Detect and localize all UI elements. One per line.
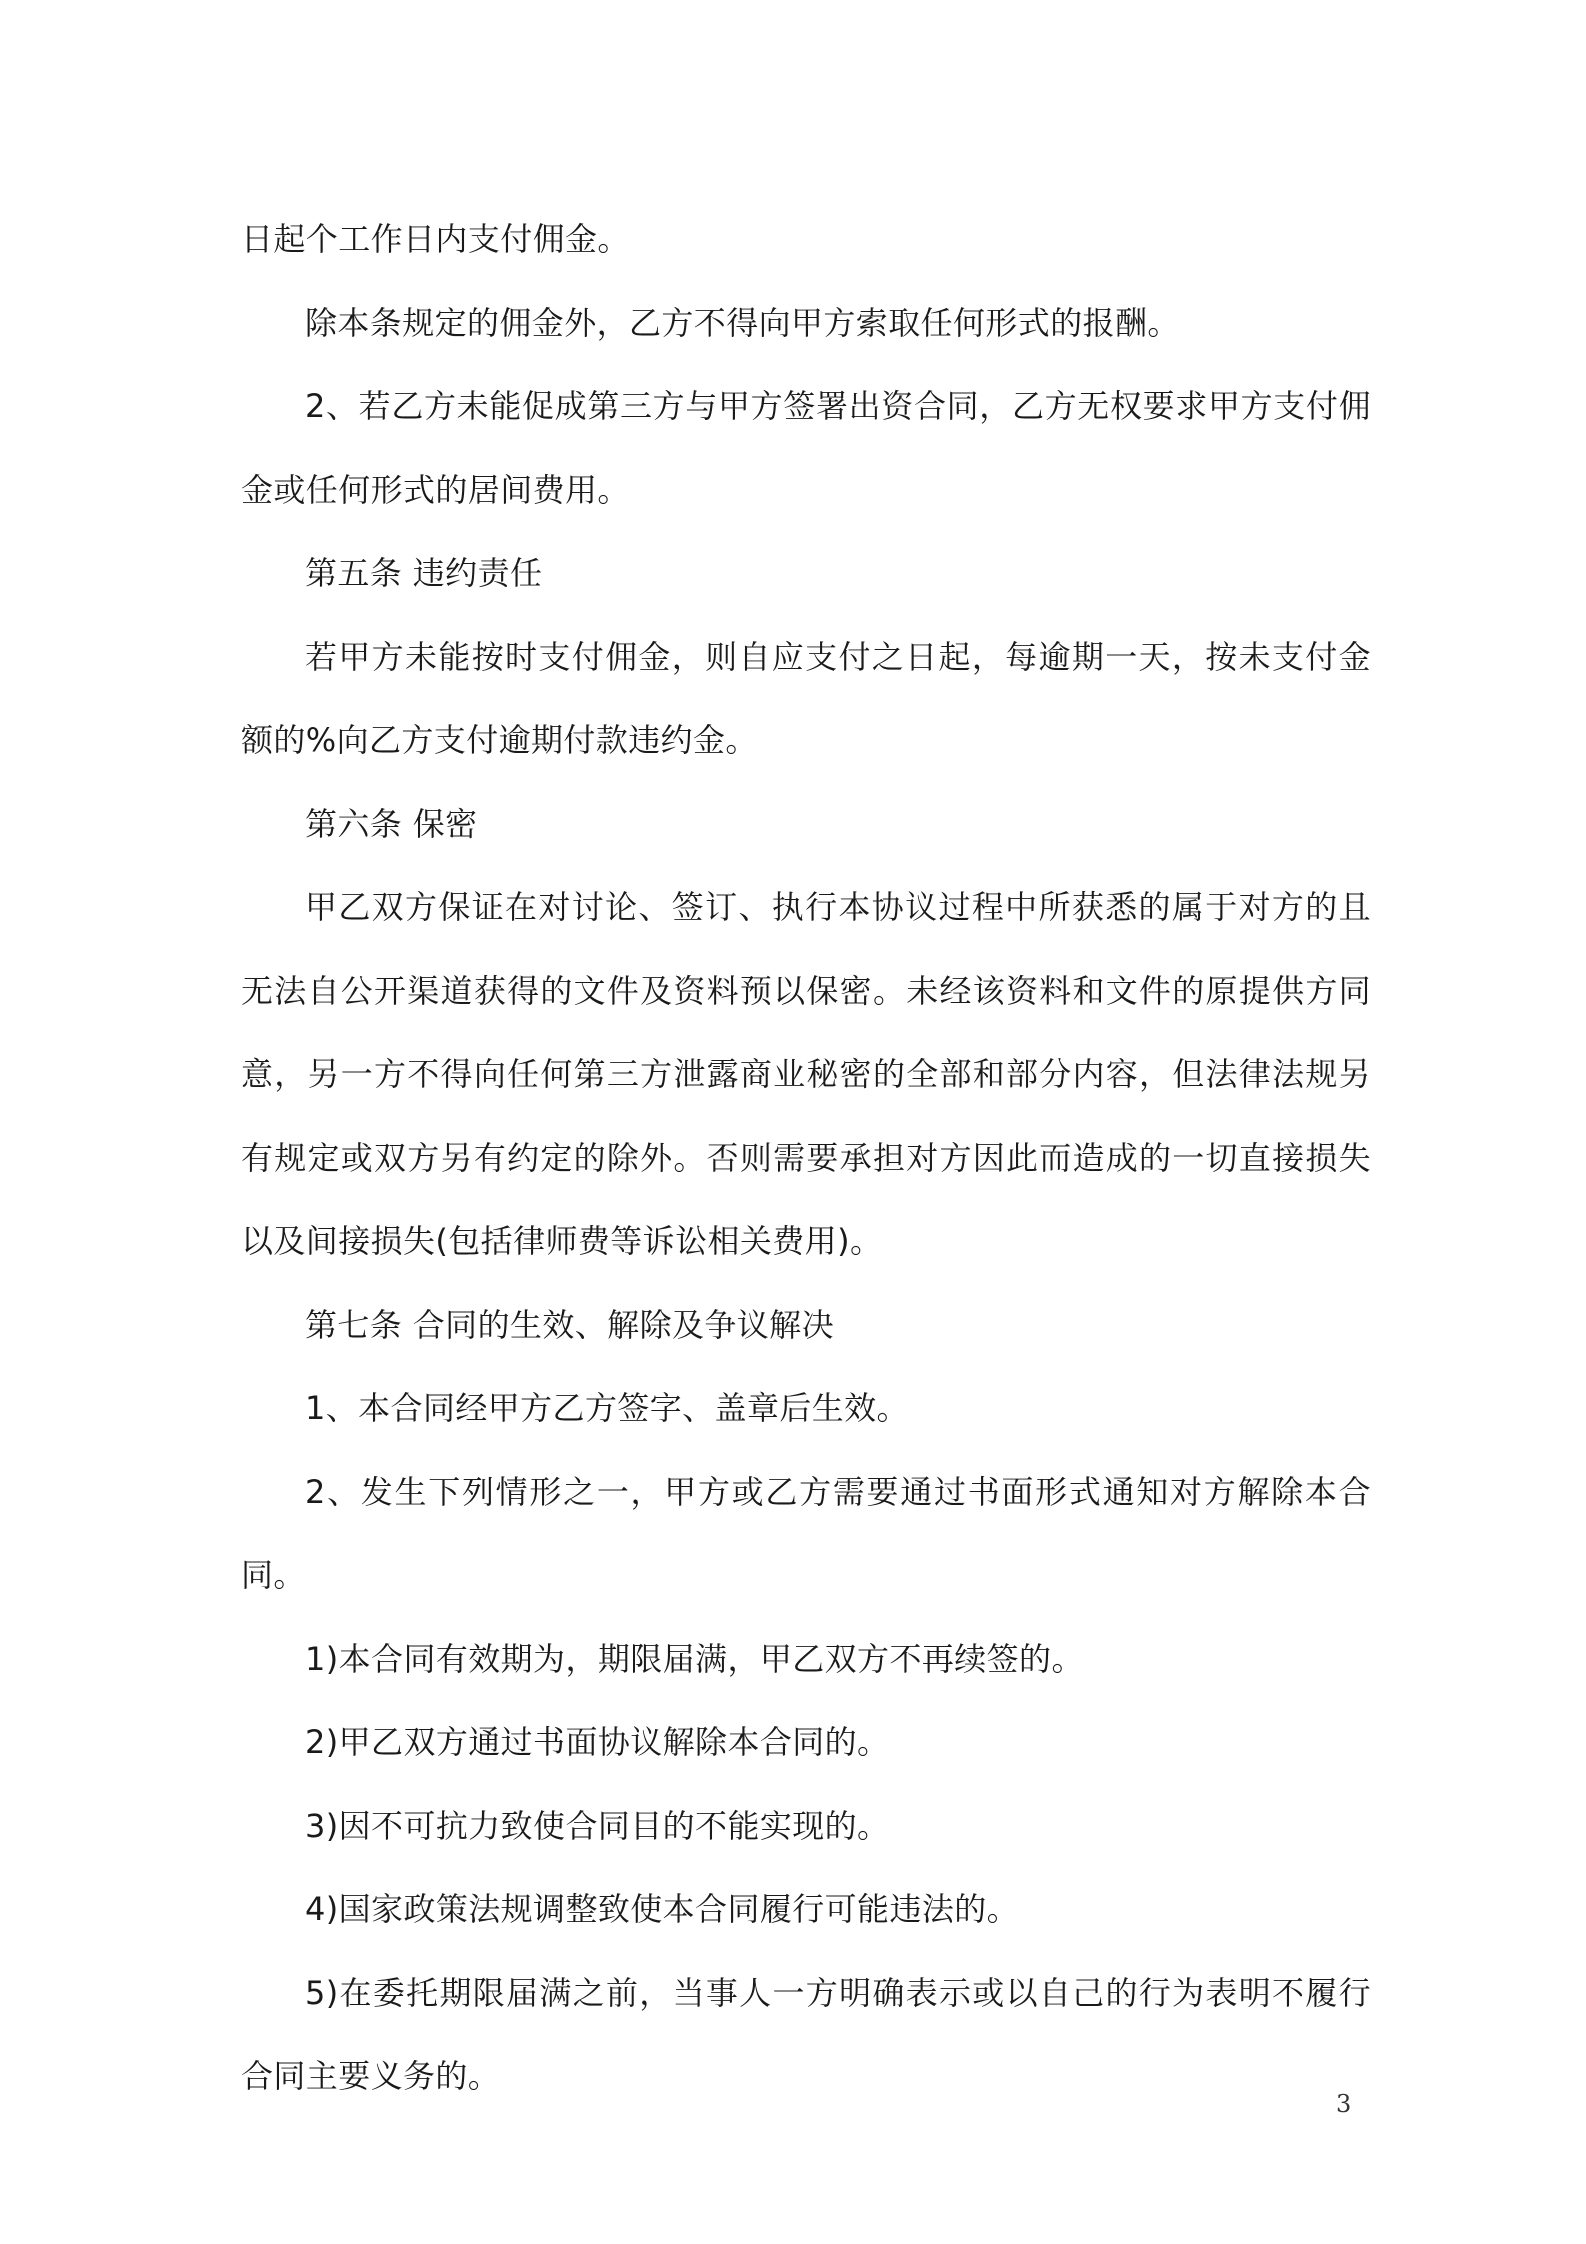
- section-heading-6: 第六条 保密: [305, 804, 478, 843]
- paragraph-2: 除本条规定的佣金外，乙方不得向甲方索取任何形式的报酬。: [305, 303, 1180, 342]
- list-item-3: 3)因不可抗力致使合同目的不能实现的。: [305, 1806, 890, 1845]
- list-item-2: 2)甲乙双方通过书面协议解除本合同的。: [305, 1723, 890, 1761]
- page-number: 3: [1336, 2090, 1352, 2118]
- paragraph-10: 2、发生下列情形之一，甲方或乙方需要通过书面形式通知对方解除本合同。: [241, 1472, 1371, 1594]
- paragraph-1: 日起个工作日内支付佣金。: [241, 220, 630, 258]
- paragraph-3: 2、若乙方未能促成第三方与甲方签署出资合同，乙方无权要求甲方支付佣金或任何形式的居间费用。: [241, 387, 1371, 509]
- paragraph-9: 1、本合同经甲方乙方签字、盖章后生效。: [305, 1389, 909, 1427]
- section-heading-7: 第七条 合同的生效、解除及争议解决: [305, 1305, 834, 1344]
- list-item-5: 5)在委托期限届满之前，当事人一方明确表示或以自己的行为表明不履行合同主要义务的。: [241, 1973, 1371, 2095]
- list-item-4: 4)国家政策法规调整致使本合同履行可能违法的。: [305, 1890, 1020, 1928]
- paragraph-5: 若甲方未能按时支付佣金，则自应支付之日起，每逾期一天，按未支付金额的%向乙方支付逾期付款违约金。: [241, 637, 1371, 759]
- list-item-1: 1)本合同有效期为，期限届满，甲乙双方不再续签的。: [305, 1639, 1084, 1678]
- paragraph-7: 甲乙双方保证在对讨论、签订、执行本协议过程中所获悉的属于对方的且无法自公开渠道获得的文件及资料预以保密。未经该资料和文件的原提供方同意，另一方不得向任何第三方泄露商业秘密的全部和部分内容，但法律法规另有规定或双方另有约定的除外。否则需要承担对方因此而造成的一切直接损失以及间接损失(包括律师费等诉讼相关费用)。: [241, 888, 1371, 1260]
- section-heading-5: 第五条 违约责任: [305, 554, 543, 592]
- document-body: [241, 198, 1371, 2119]
